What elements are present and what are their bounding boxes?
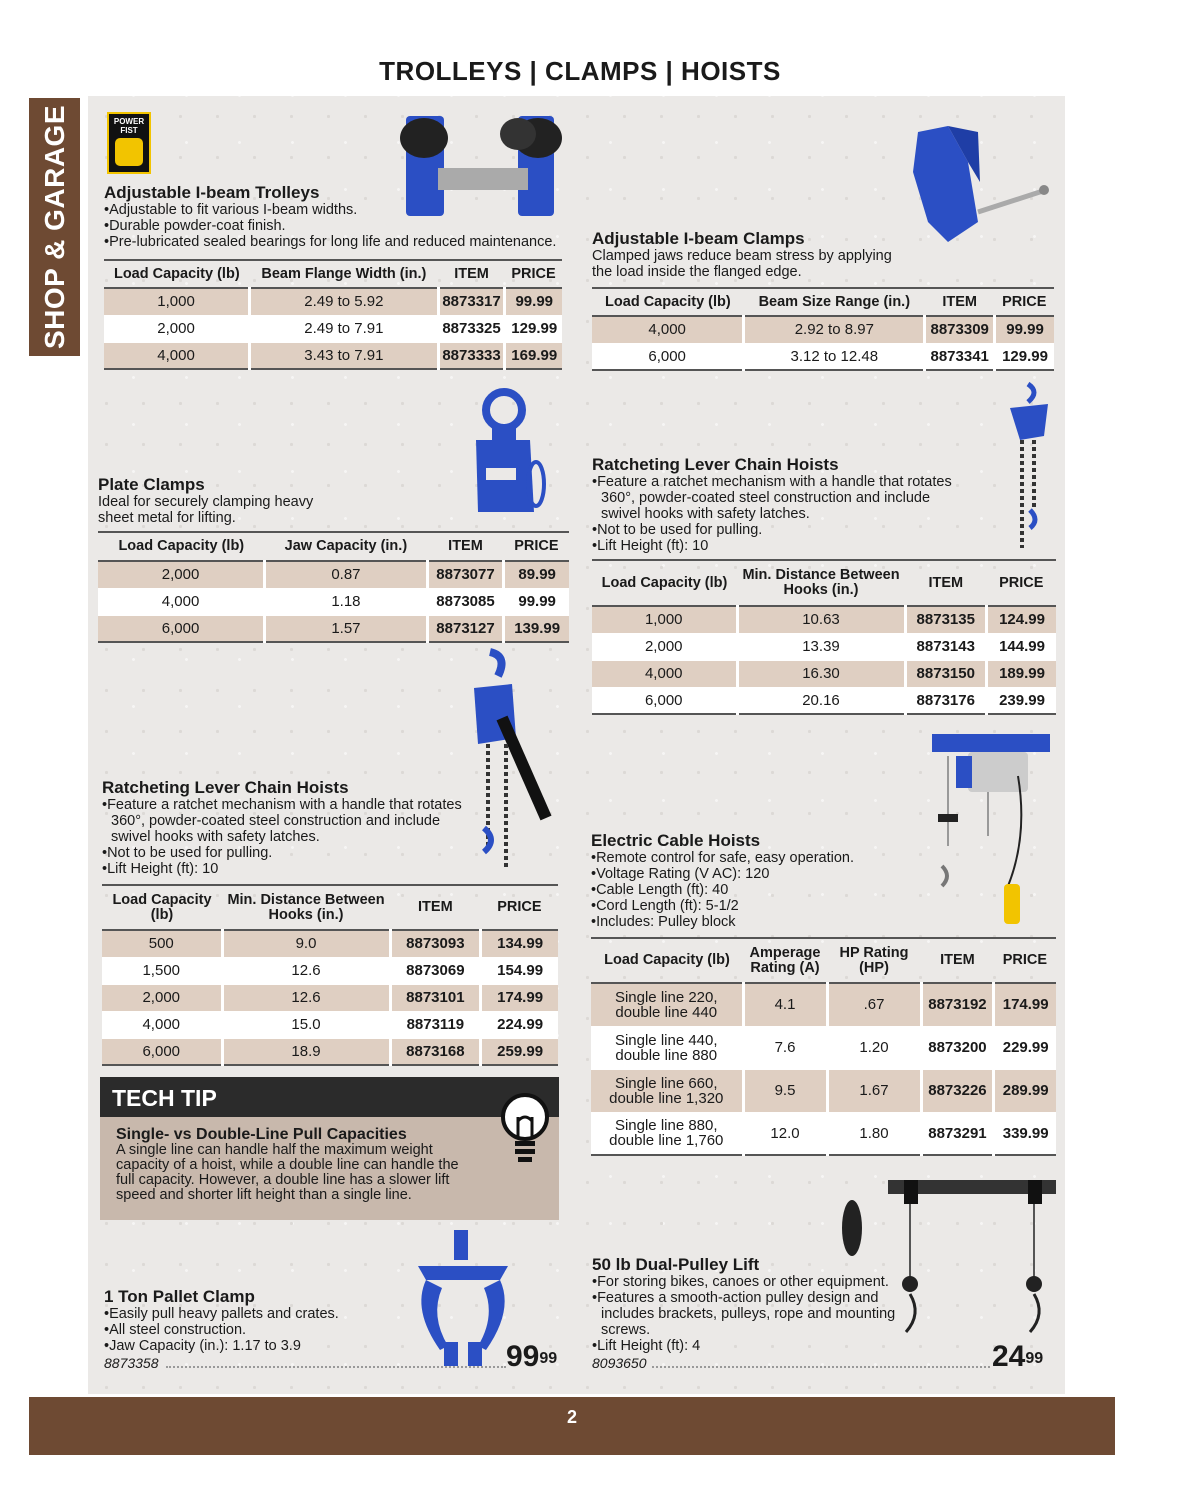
column-header: Beam Flange Width (in.) <box>250 260 438 288</box>
cell: 2.49 to 7.91 <box>250 315 438 342</box>
cell: 3.43 to 7.91 <box>250 342 438 369</box>
ratchet-hoists-bullet: • Not to be used for pulling. <box>592 522 952 538</box>
cell: 18.9 <box>222 1038 390 1065</box>
cell: 6,000 <box>102 1038 222 1065</box>
price: 99.99 <box>504 588 569 615</box>
table-row <box>102 930 558 957</box>
section-tab <box>29 98 80 356</box>
ratchet-hoists-title: Ratcheting Lever Chain Hoists <box>102 778 349 797</box>
electric-hoists-bullet: • Includes: Pulley block <box>591 914 911 930</box>
table-row <box>102 1011 558 1038</box>
item-number: 8873200 <box>921 1026 994 1069</box>
column-header: Load Capacity (lb) <box>592 560 737 606</box>
cell: Single line 660, double line 1,320 <box>591 1069 743 1112</box>
item-number: 8873085 <box>427 588 504 615</box>
column-header: PRICE <box>504 532 569 561</box>
dual-pulley-lift-bullet: • For storing bikes, canoes or other equipment. <box>592 1274 912 1290</box>
page-footer <box>29 1397 1115 1455</box>
beam-clamps-desc: the load inside the flanged edge. <box>592 264 802 280</box>
column-header: Amperage Rating (A) <box>743 938 827 983</box>
cell: 1.67 <box>827 1069 921 1112</box>
lightbulb-icon <box>498 1089 552 1165</box>
item-number: 8873325 <box>438 315 505 342</box>
cell: 4,000 <box>592 316 744 343</box>
cell: 12.0 <box>743 1112 827 1155</box>
column-header: Beam Size Range (in.) <box>744 288 925 316</box>
item-number: 8873317 <box>438 288 505 315</box>
electric-hoists-bullet: • Remote control for safe, easy operation. <box>591 850 911 866</box>
table-row <box>592 316 1054 343</box>
cell: 1.57 <box>265 615 428 642</box>
column-header: Load Capacity (lb) <box>104 260 250 288</box>
pallet-clamp-price <box>506 1342 557 1372</box>
price: 144.99 <box>987 633 1056 660</box>
pallet-clamp-bullet: • Jaw Capacity (in.): 1.17 to 3.9 <box>104 1338 404 1354</box>
ratchet-hoists-bullet: • Feature a ratchet mechanism with a handle that rotates 360°, powder-coated steel construction and include swivel hooks with safety latches. <box>592 474 952 522</box>
column-header: PRICE <box>994 938 1056 983</box>
cell: 6,000 <box>592 343 744 370</box>
table-row <box>98 588 569 615</box>
cell: 12.6 <box>222 957 390 984</box>
table-row <box>592 606 1056 633</box>
plate-clamps-section <box>98 476 358 526</box>
cell: .67 <box>827 983 921 1026</box>
cell: 20.16 <box>737 687 905 714</box>
item-number: 8873150 <box>905 660 987 687</box>
item-number: 8873192 <box>921 983 994 1026</box>
price: 224.99 <box>481 1011 558 1038</box>
price-cents: 99 <box>1025 1350 1044 1367</box>
item-number: 8873291 <box>921 1112 994 1155</box>
cell: 4,000 <box>104 342 250 369</box>
price-cents: 99 <box>539 1350 558 1367</box>
cell: 9.5 <box>743 1069 827 1112</box>
cell: 1,000 <box>104 288 250 315</box>
column-header: Min. Distance Between Hooks (in.) <box>737 560 905 606</box>
tech-tip-title: Single- vs Double-Line Pull Capacities <box>116 1126 407 1143</box>
logo-text: POWER FIST <box>113 117 145 135</box>
trolleys-title: Adjustable I-beam Trolleys <box>104 183 320 202</box>
cell: 6,000 <box>592 687 737 714</box>
table-row <box>591 1026 1056 1069</box>
cell: 1,500 <box>102 957 222 984</box>
table-row <box>104 342 562 369</box>
cell: 1,000 <box>592 606 737 633</box>
beam-clamps-desc: Clamped jaws reduce beam stress by applying <box>592 248 892 264</box>
trolleys-bullet: • Adjustable to fit various I-beam widths. <box>104 202 579 218</box>
ratchet-hoists-bullet: • Feature a ratchet mechanism with a handle that rotates 360°, powder-coated steel construction and include swivel hooks with safety latches. <box>102 797 472 845</box>
cell: 2,000 <box>104 315 250 342</box>
price: 239.99 <box>987 687 1056 714</box>
plate-clamps-desc: Ideal for securely clamping heavy <box>98 494 314 510</box>
pallet-clamp-title: 1 Ton Pallet Clamp <box>104 1287 255 1306</box>
price: 99.99 <box>995 316 1054 343</box>
table-row <box>592 343 1054 370</box>
price: 139.99 <box>504 615 569 642</box>
table-row <box>592 660 1056 687</box>
column-header: Load Capacity (lb) <box>592 288 744 316</box>
electric-hoists-title: Electric Cable Hoists <box>591 831 761 850</box>
item-number: 8873101 <box>390 984 481 1011</box>
beam-clamps-section <box>592 230 932 280</box>
column-header: Min. Distance Between Hooks (in.) <box>222 885 390 930</box>
tech-tip-label: TECH TIP <box>100 1077 559 1117</box>
plate-clamps-title: Plate Clamps <box>98 475 205 494</box>
table-row <box>591 1069 1056 1112</box>
pallet-clamp-item-code: 8873358 <box>104 1355 159 1371</box>
cell: 2,000 <box>592 633 737 660</box>
price: 259.99 <box>481 1038 558 1065</box>
electric-hoists-bullet: • Cord Length (ft): 5-1/2 <box>591 898 911 914</box>
column-header: Load Capacity (lb) <box>591 938 743 983</box>
item-number: 8873309 <box>925 316 995 343</box>
item-number: 8873093 <box>390 930 481 957</box>
table-row <box>104 288 562 315</box>
item-number: 8873077 <box>427 561 504 588</box>
electric-hoist-image <box>928 726 1054 928</box>
dual-pulley-lift-item-code: 8093650 <box>592 1355 647 1371</box>
page-title: TROLLEYS | CLAMPS | HOISTS <box>379 56 781 86</box>
pallet-clamp-bullet: • All steel construction. <box>104 1322 404 1338</box>
ratchet-hoists-right-table <box>592 559 1056 715</box>
electric-hoists-bullet: • Voltage Rating (V AC): 120 <box>591 866 911 882</box>
table-row <box>102 957 558 984</box>
fist-icon <box>115 138 143 166</box>
column-header: ITEM <box>921 938 994 983</box>
electric-hoists-table <box>591 937 1056 1156</box>
lever-hoist-image <box>462 648 556 870</box>
column-header: ITEM <box>390 885 481 930</box>
table-row <box>102 1038 558 1065</box>
item-number: 8873176 <box>905 687 987 714</box>
price: 174.99 <box>481 984 558 1011</box>
table-row <box>102 984 558 1011</box>
price-dollars: 24 <box>992 1340 1026 1373</box>
dual-pulley-lift-bullet: • Features a smooth-action pulley design and includes brackets, pulleys, rope and mounting screws. <box>592 1290 912 1338</box>
price: 229.99 <box>994 1026 1056 1069</box>
cell: 4,000 <box>98 588 265 615</box>
price: 129.99 <box>995 343 1054 370</box>
price: 174.99 <box>994 983 1056 1026</box>
cell: 16.30 <box>737 660 905 687</box>
table-row <box>591 1112 1056 1155</box>
dual-pulley-lift-price <box>992 1342 1043 1372</box>
pallet-clamp-image <box>408 1226 520 1372</box>
cell: 1.20 <box>827 1026 921 1069</box>
item-number: 8873226 <box>921 1069 994 1112</box>
cell: Single line 880, double line 1,760 <box>591 1112 743 1155</box>
tech-tip-box <box>100 1077 559 1220</box>
leader-dots <box>166 1366 506 1368</box>
leader-dots <box>652 1366 990 1368</box>
column-header: PRICE <box>995 288 1054 316</box>
column-header: Jaw Capacity (in.) <box>265 532 428 561</box>
price: 99.99 <box>505 288 562 315</box>
power-fist-logo <box>107 112 151 174</box>
table-row <box>104 315 562 342</box>
trolleys-bullet: • Pre-lubricated sealed bearings for long life and reduced maintenance. <box>104 234 579 250</box>
table-row <box>98 615 569 642</box>
column-header: ITEM <box>438 260 505 288</box>
item-number: 8873119 <box>390 1011 481 1038</box>
column-header: PRICE <box>505 260 562 288</box>
ratchet-hoists-bullet: • Not to be used for pulling. <box>102 845 472 861</box>
cell: 12.6 <box>222 984 390 1011</box>
column-header: ITEM <box>905 560 987 606</box>
price: 289.99 <box>994 1069 1056 1112</box>
cell: 15.0 <box>222 1011 390 1038</box>
price: 124.99 <box>987 606 1056 633</box>
price: 169.99 <box>505 342 562 369</box>
ratchet-hoists-title: Ratcheting Lever Chain Hoists <box>592 455 839 474</box>
cell: 2.92 to 8.97 <box>744 316 925 343</box>
ratchet-hoists-left-table <box>102 884 558 1066</box>
price: 339.99 <box>994 1112 1056 1155</box>
cell: 2,000 <box>102 984 222 1011</box>
dual-pulley-lift-section <box>592 1256 912 1354</box>
cell: 13.39 <box>737 633 905 660</box>
price-dollars: 99 <box>506 1340 540 1373</box>
item-number: 8873333 <box>438 342 505 369</box>
ratchet-hoists-right-section <box>592 456 952 554</box>
column-header: Load Capacity (lb) <box>98 532 265 561</box>
cell: 1.18 <box>265 588 428 615</box>
table-row <box>592 633 1056 660</box>
cell: 0.87 <box>265 561 428 588</box>
table-row <box>98 561 569 588</box>
price: 129.99 <box>505 315 562 342</box>
pallet-clamp-bullet: • Easily pull heavy pallets and crates. <box>104 1306 404 1322</box>
section-tab-label: SHOP & GARAGE <box>38 104 70 350</box>
column-header: PRICE <box>987 560 1056 606</box>
column-header: Load Capacity (lb) <box>102 885 222 930</box>
beam-clamps-table <box>592 287 1054 371</box>
plate-clamps-table <box>98 531 569 643</box>
tech-tip-text: A single line can handle half the maximum weight capacity of a hoist, while a double line can handle the full capacity. However, a double line has a slower lift speed and shorter lift height than a single line. <box>116 1142 459 1203</box>
dual-pulley-lift-bullet: • Lift Height (ft): 4 <box>592 1338 912 1354</box>
plate-clamps-desc: sheet metal for lifting. <box>98 510 236 526</box>
cell: 2.49 to 5.92 <box>250 288 438 315</box>
cell: Single line 220, double line 440 <box>591 983 743 1026</box>
electric-hoists-section <box>591 832 911 930</box>
price: 89.99 <box>504 561 569 588</box>
lever-chain-hoist-image <box>1000 380 1056 552</box>
trolleys-table <box>104 259 562 370</box>
cell: 4.1 <box>743 983 827 1026</box>
item-number: 8873143 <box>905 633 987 660</box>
column-header: ITEM <box>427 532 504 561</box>
ratchet-hoists-left-section <box>102 779 472 877</box>
beam-clamps-title: Adjustable I-beam Clamps <box>592 229 805 248</box>
page-number: 2 <box>566 1407 577 1427</box>
cell: 10.63 <box>737 606 905 633</box>
item-number: 8873168 <box>390 1038 481 1065</box>
dual-pulley-lift-title: 50 lb Dual-Pulley Lift <box>592 1255 760 1274</box>
table-row <box>591 983 1056 1026</box>
price: 134.99 <box>481 930 558 957</box>
column-header: PRICE <box>481 885 558 930</box>
electric-hoists-bullet: • Cable Length (ft): 40 <box>591 882 911 898</box>
price: 154.99 <box>481 957 558 984</box>
item-number: 8873135 <box>905 606 987 633</box>
cell: 500 <box>102 930 222 957</box>
cell: 2,000 <box>98 561 265 588</box>
cell: 1.80 <box>827 1112 921 1155</box>
table-row <box>592 687 1056 714</box>
cell: 4,000 <box>102 1011 222 1038</box>
trolleys-section <box>104 184 579 250</box>
cell: 7.6 <box>743 1026 827 1069</box>
trolleys-bullet: • Durable powder-coat finish. <box>104 218 579 234</box>
column-header: HP Rating (HP) <box>827 938 921 983</box>
cell: 6,000 <box>98 615 265 642</box>
plate-clamp-image <box>468 388 548 524</box>
price: 189.99 <box>987 660 1056 687</box>
pallet-clamp-section <box>104 1288 404 1354</box>
item-number: 8873069 <box>390 957 481 984</box>
cell: 3.12 to 12.48 <box>744 343 925 370</box>
column-header: ITEM <box>925 288 995 316</box>
beam-clamp-image <box>908 122 1050 244</box>
item-number: 8873127 <box>427 615 504 642</box>
cell: 4,000 <box>592 660 737 687</box>
item-number: 8873341 <box>925 343 995 370</box>
cell: Single line 440, double line 880 <box>591 1026 743 1069</box>
ratchet-hoists-bullet: • Lift Height (ft): 10 <box>102 861 472 877</box>
cell: 9.0 <box>222 930 390 957</box>
ratchet-hoists-bullet: • Lift Height (ft): 10 <box>592 538 952 554</box>
